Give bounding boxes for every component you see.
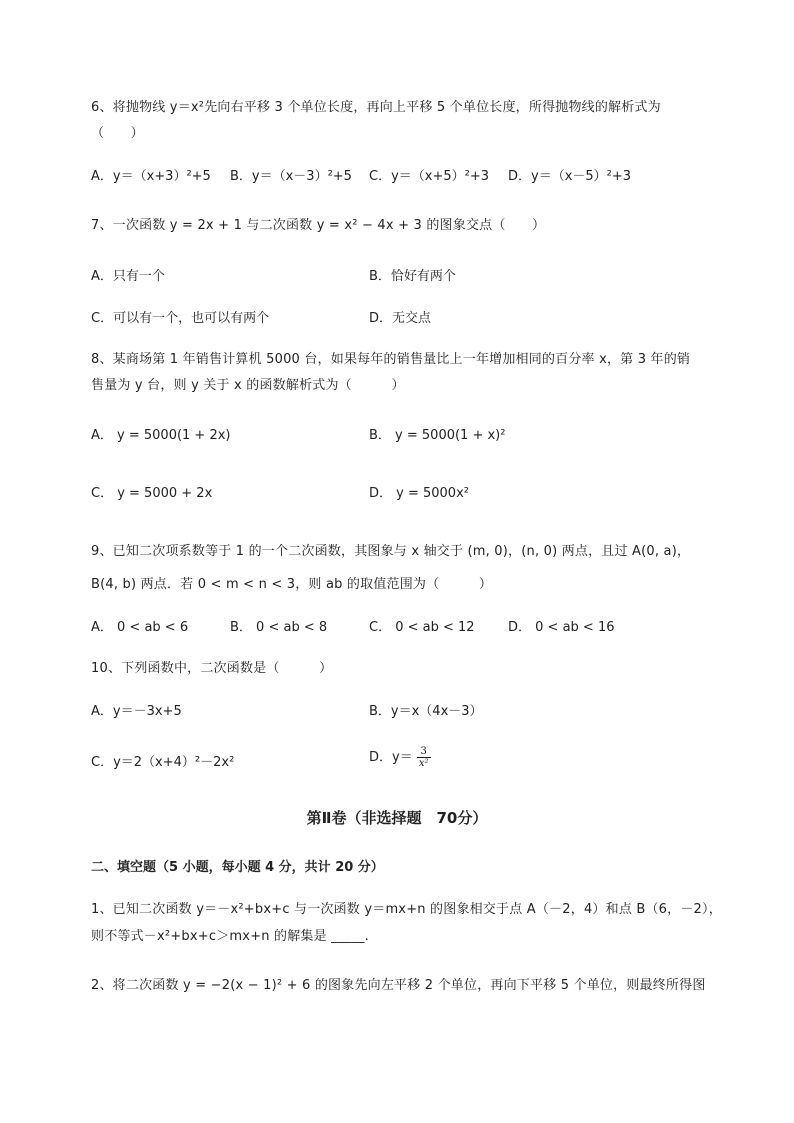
fraction-numerator: 3 <box>417 746 431 758</box>
q6-option-c: C．y＝（x+5）²+3 <box>369 169 490 184</box>
q7-option-c: C．可以有一个，也可以有两个 <box>91 311 270 326</box>
q9-option-c: C． 0 < ab < 12 <box>369 620 475 635</box>
f1-stem-line2: 则不等式－x²+bx+c＞mx+n 的解集是 _____. <box>91 929 369 944</box>
q10-stem: 10、下列函数中，二次函数是（ ） <box>91 661 333 676</box>
part2-title: 第Ⅱ卷（非选择题 70分） <box>306 809 488 827</box>
q10-option-a: A．y＝－3x+5 <box>91 704 182 719</box>
q8-option-c: C． y = 5000 + 2x <box>91 486 213 501</box>
q6-stem-line1: 6、将抛物线 y＝x²先向右平移 3 个单位长度，再向上平移 5 个单位长度，所得抛物线的解析式为 <box>91 100 661 115</box>
q9-stem-line2: B(4, b) 两点．若 0 < m < n < 3，则 ab 的取值范围为（ ） <box>91 577 493 592</box>
q6-stem-line2: （ ） <box>91 126 144 141</box>
q7-option-d: D．无交点 <box>369 311 432 326</box>
q9-option-a: A． 0 < ab < 6 <box>91 620 189 635</box>
q9-option-d: D． 0 < ab < 16 <box>508 620 615 635</box>
q8-stem-line2: 售量为 y 台，则 y 关于 x 的函数解析式为（ ） <box>91 378 405 393</box>
q8-option-b: B． y = 5000(1 + x)² <box>369 428 506 443</box>
q10-option-c: C．y＝2（x+4）²－2x² <box>91 755 235 770</box>
q6-option-a: A．y＝（x+3）²+5 <box>91 169 211 184</box>
q8-option-d: D． y = 5000x² <box>369 486 469 501</box>
q10-option-d <box>369 746 431 769</box>
q6-option-b: B．y＝（x－3）²+5 <box>230 169 352 184</box>
q7-option-b: B．恰好有两个 <box>369 269 456 284</box>
q9-option-b: B． 0 < ab < 8 <box>230 620 328 635</box>
f2-stem-line1: 2、将二次函数 y = −2(x − 1)² + 6 的图象先向左平移 2 个单位，再向下平移 5 个单位，则最终所得图 <box>91 978 706 993</box>
q7-stem: 7、一次函数 y = 2x + 1 与二次函数 y = x² − 4x + 3 的图象交点（ ） <box>91 218 546 233</box>
q10-option-d-prefix: D．y＝ <box>369 750 413 765</box>
q10-option-d-fraction <box>417 746 431 769</box>
fill-in-section-heading: 二、填空题（5 小题，每小题 4 分，共计 20 分） <box>91 860 384 875</box>
q8-option-a: A． y = 5000(1 + 2x) <box>91 428 231 443</box>
q7-option-a: A．只有一个 <box>91 269 165 284</box>
f1-stem-line1: 1、已知二次函数 y＝－x²+bx+c 与一次函数 y＝mx+n 的图象相交于点 A（－2，4）和点 B（6，－2）， <box>91 902 722 917</box>
q9-stem-line1: 9、已知二次项系数等于 1 的一个二次函数，其图象与 x 轴交于 (m, 0)，(n, 0) 两点，且过 A(0, a)， <box>91 544 691 559</box>
fraction-denominator: x² <box>418 758 429 769</box>
q6-option-d: D．y＝（x－5）²+3 <box>508 169 632 184</box>
q8-stem-line1: 8、某商场第 1 年销售计算机 5000 台，如果每年的销售量比上一年增加相同的百分率 x，第 3 年的销 <box>91 352 691 367</box>
q10-option-b: B．y＝x（4x－3） <box>369 704 483 719</box>
